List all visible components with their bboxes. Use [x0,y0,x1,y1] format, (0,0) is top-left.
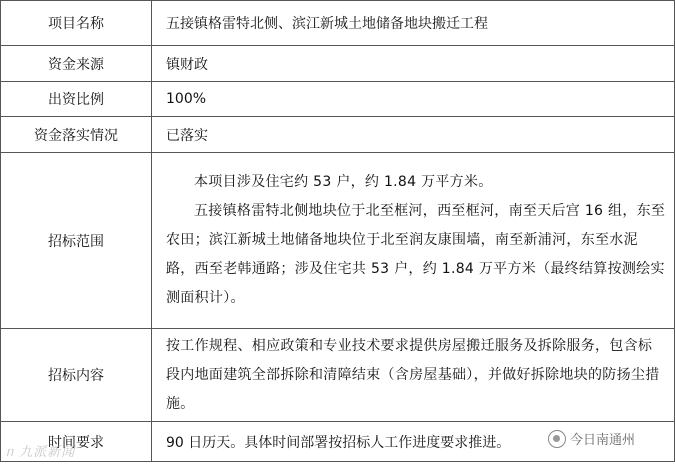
row-label-funding-ratio: 出资比例 [1,82,152,117]
table-row [1,1,675,46]
row-label-fund-source: 资金来源 [1,46,152,82]
row-value-funding-ratio: 100% [152,82,675,117]
row-label-project-name: 项目名称 [1,1,152,46]
row-label-fund-status: 资金落实情况 [1,117,152,153]
table-row [1,329,675,422]
account-logo-icon [548,430,566,448]
row-value-fund-source: 镇财政 [152,46,675,82]
watermark-right-label: 今日南通州 [570,433,636,448]
scope-paragraph-2: 五接镇格雷特北侧地块位于北至框河，西至框河，南至天后宫 16 组，东至农田；滨江新城土地储备地块位于北至润友康围墙，南至新浦河，东至水泥路，西至老韩通路；涉及住宅共 53 户，约 1.84 万平方米（最终结算按测绘实测面积计）。 [166,203,666,306]
scope-paragraph-1: 本项目涉及住宅约 53 户，约 1.84 万平方米。 [194,174,493,190]
row-value-project-name: 五接镇格雷特北侧、滨江新城土地储备地块搬迁工程 [152,1,675,46]
table-row [1,153,675,329]
table-row [1,82,675,117]
content-paragraph: 按工作规程、相应政策和专业技术要求提供房屋搬迁服务及拆除服务，包含标段内地面建筑全部拆除和清障结束（含房屋基础），并做好拆除地块的防扬尘措施。 [166,337,660,412]
row-value-fund-status: 已落实 [152,117,675,153]
row-value-time-requirement: 90 日历天。具体时间部署按招标人工作进度要求推进。 [152,422,675,462]
watermark-left: ᥒ 九派新闻 [6,445,76,460]
row-label-tender-scope: 招标范围 [1,153,152,329]
table-row [1,46,675,82]
row-label-tender-content: 招标内容 [1,329,152,422]
row-value-tender-scope [152,153,675,329]
watermark-right [548,429,635,448]
table-row [1,117,675,153]
row-value-tender-content [152,329,675,422]
row-label-time-requirement: 时间要求 [1,422,152,462]
